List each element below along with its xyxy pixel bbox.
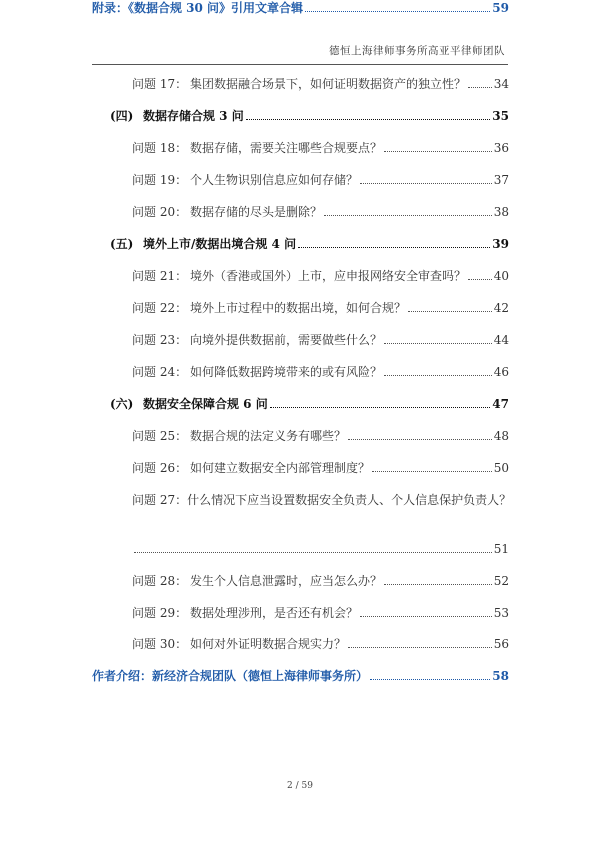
toc-item-title: 数据处理涉刑，是否还有机会？ [190,606,359,620]
toc-page-number: 58 [492,669,509,683]
leader-dots [348,431,492,440]
toc-page-number: 59 [492,1,509,15]
toc-item-number: 问题 29： [132,606,188,620]
toc-section-number: (五) [110,237,134,251]
toc-item-continuation[interactable] [132,541,509,557]
toc-item[interactable] [132,636,509,652]
toc-item[interactable] [132,605,509,621]
toc-appendix-title: 附录：《数据合规 30 问》引用文章合辑 [92,1,304,15]
toc-item[interactable] [132,428,509,444]
leader-dots [384,576,492,585]
toc-item[interactable] [132,492,512,508]
toc-page-number: 52 [493,574,509,588]
toc-item-title: 数据合规的法定义务有哪些？ [190,429,347,443]
toc-section-title: 数据存储合规 3 问 [143,109,244,123]
toc-page-number: 39 [492,237,509,251]
leader-dots [384,367,492,376]
toc-item[interactable] [132,460,509,476]
toc-page-number: 38 [493,205,509,219]
toc-item-number: 问题 19： [132,173,188,187]
toc-appendix-link[interactable] [92,0,509,16]
toc-item-number: 问题 25： [132,429,188,443]
leader-dots [370,671,490,680]
toc-page-number: 40 [493,269,509,283]
leader-dots [372,463,492,472]
leader-dots [468,79,492,88]
toc-item[interactable] [132,76,509,92]
toc-page-number: 47 [492,397,509,411]
toc-item-title: 境外（香港或国外）上市，应申报网络安全审查吗？ [190,269,467,283]
toc-item[interactable] [132,268,509,284]
toc-page-number: 35 [492,109,509,123]
toc-item-number: 问题 26： [132,461,188,475]
leader-dots [246,111,491,120]
toc-item[interactable] [132,300,509,316]
toc-page-number: 46 [493,365,509,379]
toc-item[interactable] [132,573,509,589]
toc-page-number: 51 [493,542,509,556]
toc-item[interactable] [132,364,509,380]
toc-item-number: 问题 27： [132,493,188,507]
toc-page-number: 53 [493,606,509,620]
toc-item-title: 什么情况下应当设置数据安全负责人、个人信息保护负责人？ [187,493,512,507]
toc-item-title: 集团数据融合场景下，如何证明数据资产的独立性？ [190,77,467,91]
leader-dots [384,335,492,344]
toc-page-number: 37 [493,173,509,187]
toc-page-number: 44 [493,333,509,347]
toc-item-number: 问题 30： [132,637,188,651]
leader-dots [384,143,492,152]
toc-item-number: 问题 28： [132,574,188,588]
toc-item[interactable] [132,332,509,348]
running-header: 德恒上海律师事务所高亚平律师团队 [329,45,505,57]
toc-item-number: 问题 18： [132,141,188,155]
leader-dots [270,399,491,408]
leader-dots [408,303,492,312]
leader-dots [360,175,492,184]
toc-item-title: 如何建立数据安全内部管理制度？ [190,461,371,475]
toc-item-number: 问题 17： [132,77,188,91]
toc-section-number: (四) [110,109,134,123]
leader-dots [134,544,492,553]
toc-item[interactable] [132,172,509,188]
toc-section[interactable] [110,396,509,412]
leader-dots [298,239,490,248]
toc-section-title: 数据安全保障合规 6 问 [143,397,268,411]
toc-item-number: 问题 20： [132,205,188,219]
toc-appendix-title: 作者介绍：新经济合规团队（德恒上海律师事务所） [92,669,369,683]
leader-dots [360,608,492,617]
toc-item-title: 数据存储的尽头是删除？ [190,205,323,219]
toc-page-number: 42 [493,301,509,315]
toc-item[interactable] [132,140,509,156]
toc-section-title: 境外上市/数据出境合规 4 问 [143,237,297,251]
toc-item-title: 境外上市过程中的数据出境，如何合规？ [190,301,407,315]
leader-dots [324,207,492,216]
toc-section[interactable] [110,108,509,124]
toc-page-number: 56 [493,637,509,651]
toc-item-title: 个人生物识别信息应如何存储？ [190,173,359,187]
leader-dots [305,3,490,12]
toc-page-number: 48 [493,429,509,443]
page-number: 2 / 59 [287,781,313,791]
toc-appendix-link[interactable] [92,668,509,684]
toc-section-number: (六) [110,397,134,411]
toc-item-title: 如何降低数据跨境带来的或有风险？ [190,365,383,379]
leader-dots [348,639,492,648]
toc-page-number: 36 [493,141,509,155]
toc-item-title: 向境外提供数据前，需要做些什么？ [190,333,383,347]
leader-dots [468,271,492,280]
toc-page-number: 34 [493,77,509,91]
toc-item-title: 如何对外证明数据合规实力？ [190,637,347,651]
toc-item-number: 问题 24： [132,365,188,379]
toc-item-number: 问题 23： [132,333,188,347]
toc-page-number: 50 [493,461,509,475]
toc-section[interactable] [110,236,509,252]
toc-item-title: 数据存储，需要关注哪些合规要点？ [190,141,383,155]
toc-item[interactable] [132,204,509,220]
toc-item-title: 发生个人信息泄露时，应当怎么办？ [190,574,383,588]
toc-item-number: 问题 21： [132,269,188,283]
toc-item-number: 问题 22： [132,301,188,315]
